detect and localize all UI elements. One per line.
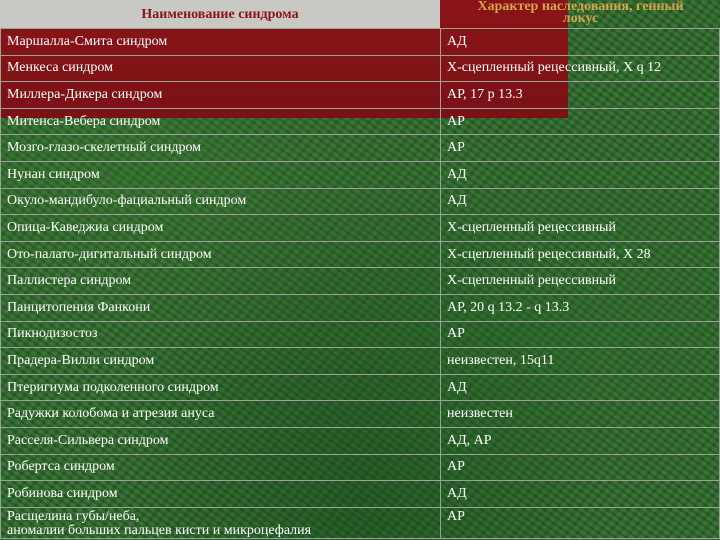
table-row xyxy=(1,401,720,428)
table-row xyxy=(1,427,720,454)
syndrome-name-cell: Ото-палато-дигитальный синдром xyxy=(1,241,441,268)
table-row xyxy=(1,348,720,375)
inheritance-cell: АР xyxy=(441,135,720,162)
syndrome-name-cell: Робинова синдром xyxy=(1,481,441,508)
syndrome-table xyxy=(0,28,720,539)
inheritance-cell: АД xyxy=(441,188,720,215)
syndrome-name-cell: Пикнодизостоз xyxy=(1,321,441,348)
inheritance-cell: Х-сцепленный рецессивный, X 28 xyxy=(441,241,720,268)
inheritance-cell: неизвестен, 15q11 xyxy=(441,348,720,375)
syndrome-name-cell: Прадера-Вилли синдром xyxy=(1,348,441,375)
table-row xyxy=(1,268,720,295)
header-inheritance-line1: Характер наследования, генный xyxy=(477,0,684,14)
table-row xyxy=(1,188,720,215)
inheritance-cell: АР xyxy=(441,108,720,135)
table-row xyxy=(1,108,720,135)
inheritance-cell: АД xyxy=(441,161,720,188)
syndrome-name-cell: Расселя-Сильвера синдром xyxy=(1,427,441,454)
syndrome-name-cell xyxy=(1,507,441,538)
inheritance-cell: Х-сцепленный рецессивный xyxy=(441,215,720,242)
syndrome-name-cell: Птеригиума подколенного синдром xyxy=(1,374,441,401)
syndrome-name-cell: Нунан синдром xyxy=(1,161,441,188)
table-row xyxy=(1,241,720,268)
table-header xyxy=(0,0,720,28)
inheritance-cell: АР xyxy=(441,507,720,538)
syndrome-name-cell: Миллера-Дикера синдром xyxy=(1,82,441,109)
header-inheritance-line2: локус xyxy=(562,11,599,26)
syndrome-name-cell: Митенса-Вебера синдром xyxy=(1,108,441,135)
table-row xyxy=(1,454,720,481)
header-syndrome-name: Наименование синдрома xyxy=(0,0,440,28)
inheritance-cell: АД xyxy=(441,374,720,401)
inheritance-cell: АР, 20 q 13.2 - q 13.3 xyxy=(441,294,720,321)
syndrome-name-line1: Расщелина губы/неба, xyxy=(7,508,140,524)
inheritance-cell: Х-сцепленный рецессивный, X q 12 xyxy=(441,55,720,82)
inheritance-cell: неизвестен xyxy=(441,401,720,428)
syndrome-name-cell: Паллистера синдром xyxy=(1,268,441,295)
table-row xyxy=(1,161,720,188)
table-row xyxy=(1,481,720,508)
syndrome-name-cell: Окуло-мандибуло-фациальный синдром xyxy=(1,188,441,215)
inheritance-cell: АД xyxy=(441,29,720,56)
syndrome-name-cell: Менкеса синдром xyxy=(1,55,441,82)
syndrome-name-cell: Робертса синдром xyxy=(1,454,441,481)
inheritance-cell: АР, 17 р 13.3 xyxy=(441,82,720,109)
syndrome-name-line2: аномалии больших пальцев кисти и микроцефалия xyxy=(7,522,312,538)
syndrome-name-cell: Мозго-глазо-скелетный синдром xyxy=(1,135,441,162)
table-row xyxy=(1,507,720,538)
table-row xyxy=(1,29,720,56)
table-row xyxy=(1,215,720,242)
syndrome-name-cell: Опица-Каведжиа синдром xyxy=(1,215,441,242)
table-row xyxy=(1,374,720,401)
table-row xyxy=(1,55,720,82)
inheritance-cell: АР xyxy=(441,454,720,481)
table-row xyxy=(1,82,720,109)
inheritance-cell: АД xyxy=(441,481,720,508)
syndrome-name-cell: Маршалла-Смита синдром xyxy=(1,29,441,56)
table-row xyxy=(1,294,720,321)
inheritance-cell: АР xyxy=(441,321,720,348)
inheritance-cell: АД, АР xyxy=(441,427,720,454)
syndrome-name-cell: Радужки колобома и атрезия ануса xyxy=(1,401,441,428)
table-row xyxy=(1,135,720,162)
header-inheritance xyxy=(441,0,720,28)
table-row xyxy=(1,321,720,348)
inheritance-cell: Х-сцепленный рецессивный xyxy=(441,268,720,295)
syndrome-name-cell: Панцитопения Фанкони xyxy=(1,294,441,321)
